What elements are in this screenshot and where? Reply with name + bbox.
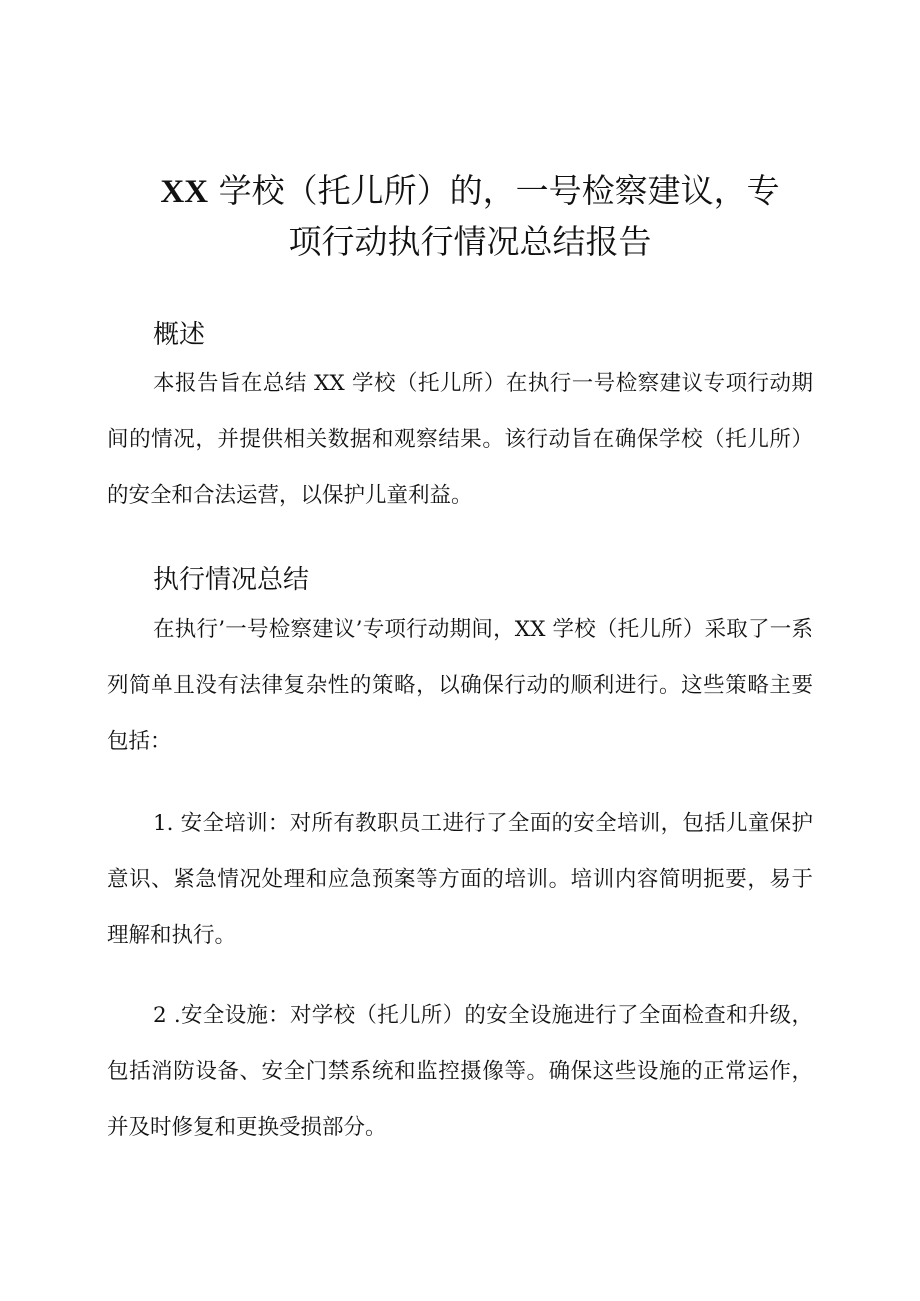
overview-paragraph: 本报告旨在总结 XX 学校（托儿所）在执行一号检察建议专项行动期间的情况，并提供相关数据和观察结果。该行动旨在确保学校（托儿所）的安全和合法运营，以保护儿童利益。 — [107, 371, 813, 508]
report-title-line-1: XX 学校（托儿所）的，一号检察建议，专 — [160, 171, 780, 210]
section-heading-execution-summary: 执行情况总结 — [153, 565, 310, 595]
report-title-line-2: 项行动执行情况总结报告 — [288, 222, 652, 261]
strategy-item-safety-training: 1. 安全培训：对所有教职员工进行了全面的安全培训，包括儿童保护意识、紧急情况处理和应急预案等方面的培训。培训内容简明扼要，易于理解和执行。 — [107, 811, 813, 948]
execution-intro-paragraph: 在执行’一号检察建议’专项行动期间，XX 学校（托儿所）采取了一系列简单且没有法律复杂性的策略，以确保行动的顺利进行。这些策略主要包括： — [107, 617, 813, 754]
report-title — [130, 166, 810, 267]
strategy-item-safety-facilities: 2 .安全设施：对学校（托儿所）的安全设施进行了全面检查和升级，包括消防设备、安全门禁系统和监控摄像等。确保这些设施的正常运作，并及时修复和更换受损部分。 — [107, 1003, 813, 1140]
section-heading-overview: 概述 — [153, 320, 206, 350]
report-title-school-code: XX — [160, 174, 209, 210]
